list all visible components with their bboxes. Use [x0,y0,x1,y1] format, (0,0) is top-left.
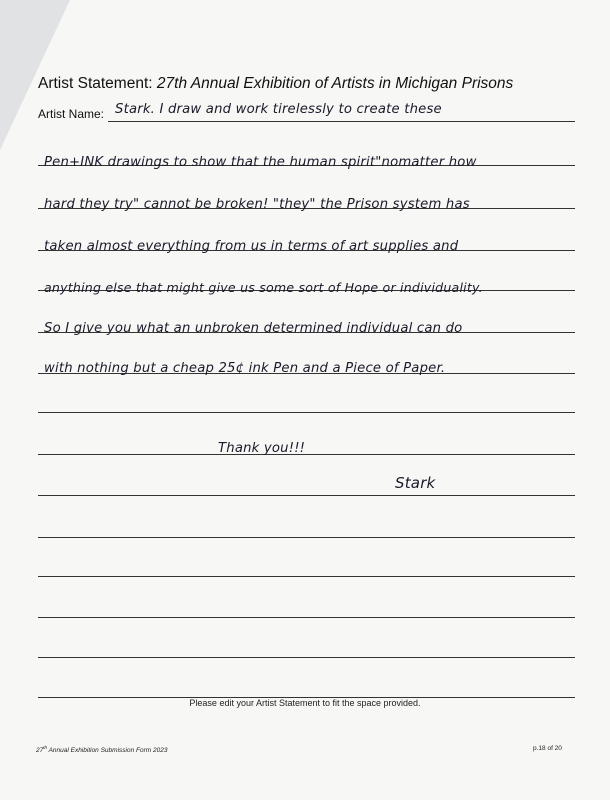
title-exhibition: 27th Annual Exhibition of Artists in Michigan Prisons [156,75,514,92]
handwritten-line: with nothing but a cheap 25¢ ink Pen and a Piece of Paper. [44,361,446,376]
handwritten-line: Stark. I draw and work tirelessly to create these [115,102,442,117]
page-title [38,75,598,93]
handwritten-line: hard they try" cannot be broken! "they" the Prison system has [44,197,470,212]
handwritten-line: anything else that might give us some sort of Hope or individuality. [44,280,483,295]
handwritten-line: So I give you what an unbroken determined individual can do [44,321,463,336]
form-name-text: Annual Exhibition Submission Form 2023 [47,747,168,755]
handwritten-thanks: Thank you!!! [218,441,306,456]
handwritten-line: Pen+INK drawings to show that the human spirit"nomatter how [44,155,477,170]
ruled-line [38,537,575,538]
ruled-line [38,454,575,455]
handwritten-line: taken almost everything from us in terms of art supplies and [44,239,459,254]
ruled-line [38,576,575,577]
space-instruction: Please edit your Artist Statement to fit the space provided. [189,698,421,708]
ruled-line [38,495,575,496]
ruled-line [38,657,575,658]
title-prefix: Artist Statement: [38,75,157,92]
ruled-line [38,412,575,413]
form-name-number: 27 [36,747,44,755]
ruled-line [108,121,575,122]
artist-name-label: Artist Name: [38,107,105,121]
ruled-line [38,617,575,618]
form-name [36,745,167,754]
form-name-suffix: th [43,745,47,750]
page-number: p.18 of 20 [533,745,562,752]
handwritten-signature: Stark [395,474,436,492]
